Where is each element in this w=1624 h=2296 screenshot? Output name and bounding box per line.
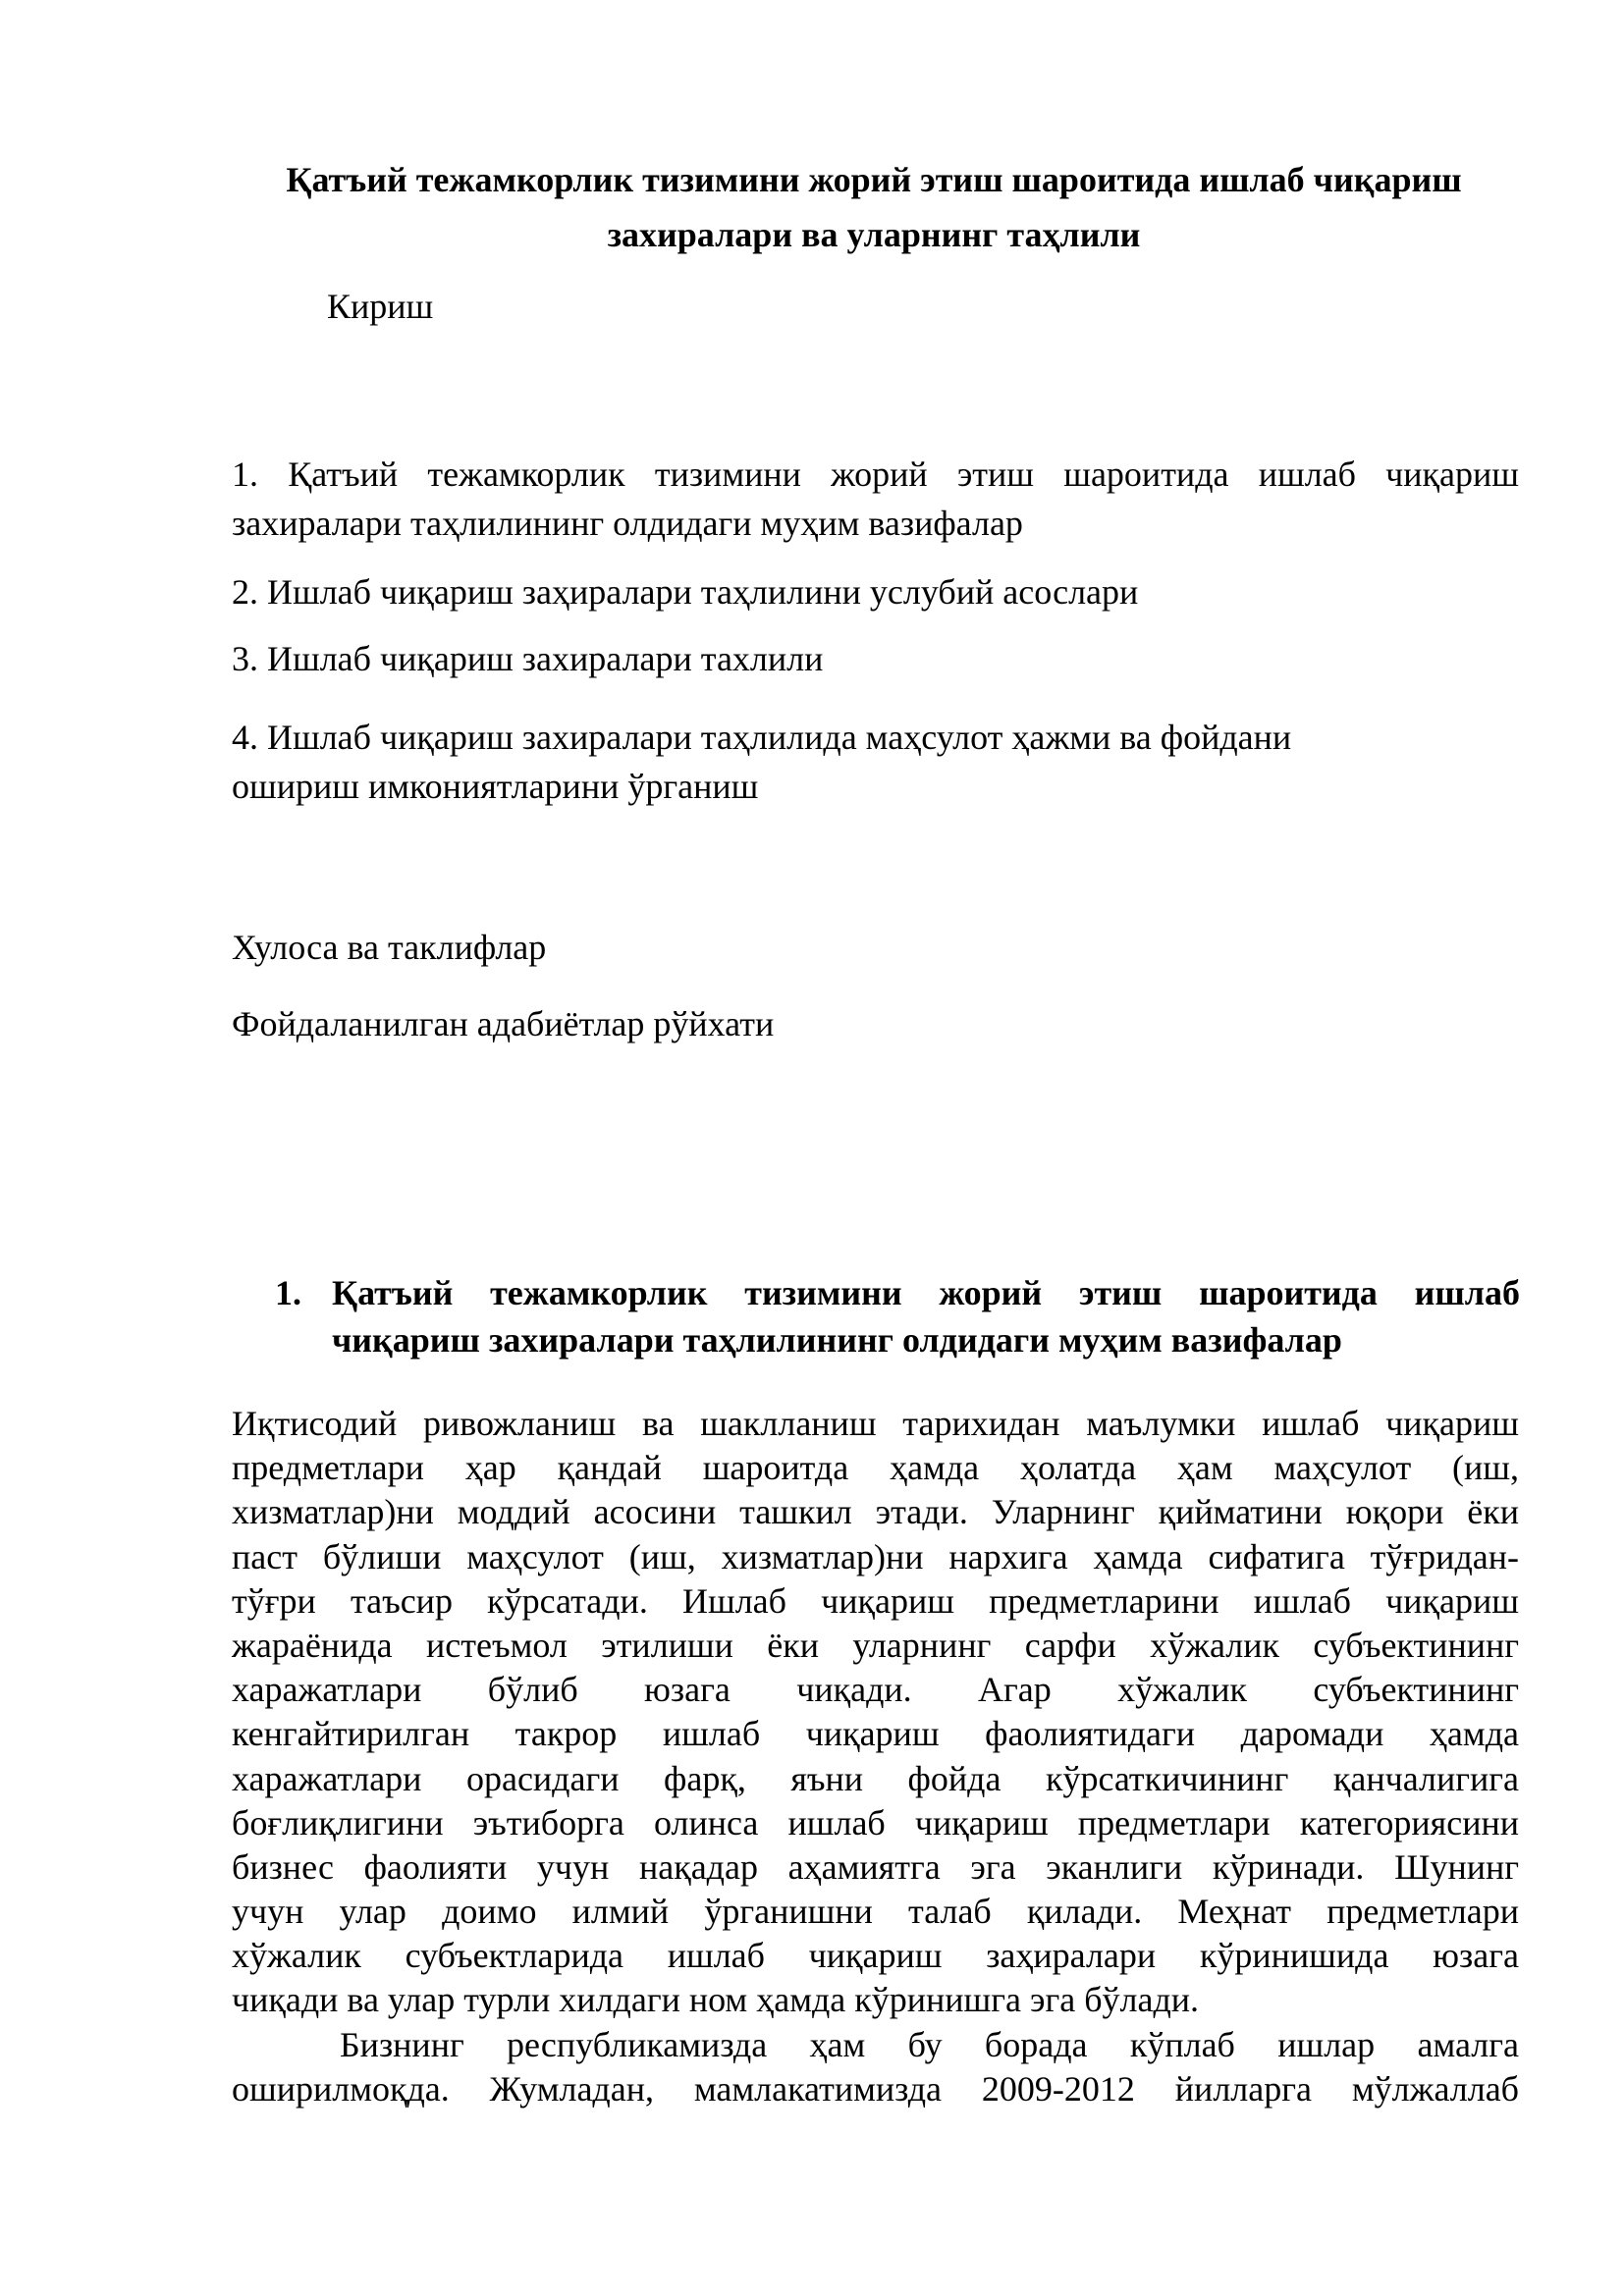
body-line: Иқтисодий ривожланиш ва шаклланиш тарихидан маълумки ишлаб чиқариш [232, 1404, 1519, 1443]
section-1-heading-line: чиқариш захиралари таҳлилининг олдидаги муҳим вазифалар [332, 1320, 1342, 1360]
toc-item-1-line: 1. Қатъий тежамкорлик тизимини жорий этиш шароитида ишлаб чиқариш [232, 454, 1519, 494]
body-line: паст бўлиши маҳсулот (иш, хизматлар)ни нархига ҳамда сифатига тўғридан- [232, 1536, 1519, 1576]
toc-item-4-line: ошириш имкониятларини ўрганиш [232, 767, 759, 806]
toc-item-3-line: 3. Ишлаб чиқариш захиралари тахлили [232, 639, 824, 678]
toc-item-2 [232, 567, 1519, 616]
toc-references [232, 999, 1519, 1048]
toc-conclusion [232, 923, 1519, 972]
toc-references-line: Фойдаланилган адабиётлар рўйхати [232, 1004, 775, 1043]
body-line: хўжалик субъектларида ишлаб чиқариш заҳиралари кўринишида юзага [232, 1936, 1519, 1976]
body-line: Бизнинг республикамизда ҳам бу борада кўплаб ишлар амалга [340, 2024, 1519, 2064]
section-1-number: 1. [275, 1273, 301, 1312]
body-line: харажатлари орасидаги фарқ, яъни фойда кўрсаткичининг қанчалигига [232, 1758, 1519, 1798]
body-line: жараёнида истеъмол этилиши ёки уларнинг сарфи хўжалик субъектининг [232, 1625, 1519, 1665]
body-line: чиқади ва улар турли хилдаги ном ҳамда кўринишга эга бўлади. [232, 1980, 1200, 2020]
body-line: оширилмоқда. Жумладан, мамлакатимизда 2009-2012 йилларга мўлжаллаб [232, 2068, 1519, 2109]
section-1-heading [275, 1269, 1520, 1363]
body-line: предметлари ҳар қандай шароитда ҳамда ҳолатда ҳам маҳсулот (иш, [232, 1448, 1519, 1488]
section-1-heading-line: Қатъий тежамкорлик тизимини жорий этиш шароитида ишлаб [332, 1273, 1520, 1312]
body-line: бизнес фаолияти учун нақадар аҳамиятга эга эканлиги кўринади. Шунинг [232, 1846, 1519, 1887]
toc-item-4 [232, 713, 1519, 811]
toc-item-2-line: 2. Ишлаб чиқариш заҳиралари таҳлилини услубий асослари [232, 572, 1139, 612]
toc-item-3 [232, 634, 1519, 683]
toc-item-1-line: захиралари таҳлилининг олдидаги муҳим вазифалар [232, 504, 1023, 543]
body-line: кенгайтирилган такрор ишлаб чиқариш фаолиятидаги даромади ҳамда [232, 1714, 1519, 1754]
section-1-body [232, 1402, 1519, 2111]
document-title-line: захиралари ва уларнинг таҳлили [607, 215, 1141, 254]
toc-intro: Кириш [327, 287, 434, 326]
body-line: харажатлари бўлиб юзага чиқади. Агар хўжалик субъектининг [232, 1670, 1519, 1710]
toc-item-1 [232, 450, 1519, 548]
document-title [226, 152, 1522, 262]
body-line: хизматлар)ни моддий асосини ташкил этади. Уларнинг қийматини юқори ёки [232, 1492, 1519, 1532]
body-line: боғлиқлигини эътиборга олинса ишлаб чиқариш предметлари категориясини [232, 1802, 1519, 1842]
body-line: тўғри таъсир кўрсатади. Ишлаб чиқариш предметларини ишлаб чиқариш [232, 1580, 1519, 1621]
document-title-line: Қатъий тежамкорлик тизимини жорий этиш шароитида ишлаб чиқариш [286, 160, 1462, 199]
section-1-heading-text [332, 1269, 1520, 1363]
toc-item-4-line: 4. Ишлаб чиқариш захиралари таҳлилида маҳсулот ҳажми ва фойдани [232, 718, 1292, 757]
body-line: учун улар доимо илмий ўрганишни талаб қилади. Меҳнат предметлари [232, 1892, 1519, 1932]
toc-conclusion-line: Хулоса ва таклифлар [232, 928, 547, 967]
